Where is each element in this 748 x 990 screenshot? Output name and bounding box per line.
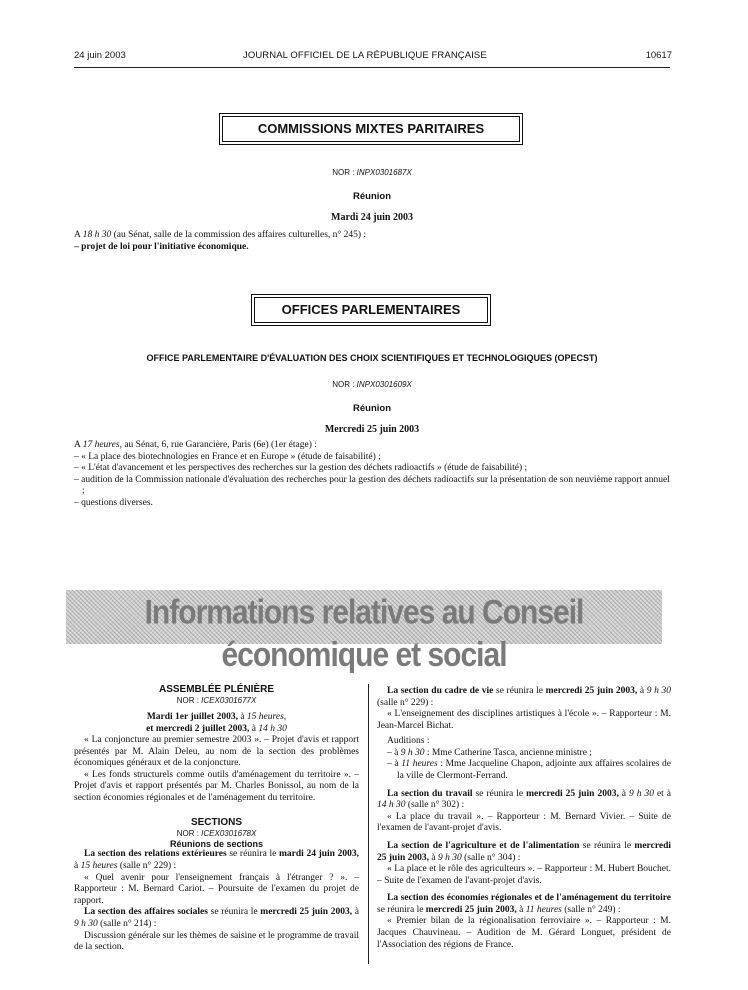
offices-title-box (254, 297, 488, 323)
economies-regionales-paragraph: « Premier bilan de la régionalisation ferroviaire ». – Rapporteur : M. Jacques Chauvineau. – Audition de M. Gérard Longuet, président de l'Association des régions de France. (377, 916, 671, 950)
audition-item: – à 9 h 30 : Mme Catherine Tasca, ancienne ministre ; (387, 747, 592, 758)
header-date: 24 juin 2003 (74, 50, 126, 61)
cmp-body (74, 230, 670, 253)
cadre-vie-heading: La section du cadre de vie se réunira le mercredi 25 juin 2003, à 9 h 30 (salle n° 229) : (377, 686, 672, 708)
cmp-date: Mardi 24 juin 2003 (331, 212, 413, 223)
sections-title: SECTIONS (190, 816, 243, 828)
agriculture-heading: La section de l'agriculture et de l'alimentation se réunira le mercredi 25 juin 2003, à 9 h 30 (salle n° 304) : (377, 840, 671, 863)
page-header (0, 50, 748, 66)
assemblee-date1: Mardi 1er juillet 2003, à 15 heures, (146, 711, 287, 722)
assemblee-date2: et mercredi 2 juillet 2003, à 14 h 30 (146, 723, 287, 734)
sociales-heading: La section des affaires sociales se réunira le mercredi 25 juin 2003, à 9 h 30 (salle n° 214) : (74, 907, 360, 929)
offices-line: A 17 heures, au Sénat, 6, rue Garancière, Paris (6e) (1er étage) : (74, 440, 317, 450)
cmp-title: COMMISSIONS MIXTES PARITAIRES (257, 121, 485, 136)
offices-reunion: Réunion (353, 403, 391, 414)
ces-banner (66, 588, 662, 674)
cmp-reunion: Réunion (353, 191, 391, 202)
cmp-item: – projet de loi pour l'initiative économique. (74, 241, 249, 252)
offices-body (74, 440, 670, 509)
header-rule (74, 67, 670, 68)
offices-item: – « L'état d'avancement et les perspectives des recherches sur la gestion des déchets radioactifs » (étude de faisabilité) ; (74, 463, 528, 474)
economies-regionales-heading: La section des économies régionales et de l'aménagement du territoire se réunira le mercredi 25 juin 2003, à 11 heures (salle n° 249) : (377, 893, 671, 915)
assemblee-paragraph: « Les fonds structurels comme outils d'aménagement du territoire ». – Projet d'avis et rapport présentés par M. Charles Bonissol, au nom de la section économies régionales et de l'aménagement du territoire. (74, 769, 359, 803)
offices-item: – audition de la Commission nationale d'évaluation des recherches pour la gestion des déchets radioactifs sur la présentation de son neuvième rapport annuel ; (74, 474, 670, 497)
right-column (377, 686, 671, 951)
offices-title: OFFICES PARLEMENTAIRES (281, 302, 461, 317)
office-name: OFFICE PARLEMENTAIRE D'ÉVALUATION DES CHOIX SCIENTIFIQUES ET TECHNOLOGIQUES (OPECST) (146, 353, 598, 363)
travail-paragraph: « La place du travail ». – Rapporteur : M. Bernard Vivier. – Suite de l'examen de l'avant-projet d'avis. (377, 811, 671, 834)
offices-item: – « La place des biotechnologies en France et en Europe » (étude de faisabilité) ; (74, 451, 381, 462)
relations-paragraph: « Quel avenir pour l'enseignement français à l'étranger ? ». – Rapporteur : M. Bernard Cariot. – Poursuite de l'examen du projet de rapport. (74, 872, 359, 906)
left-column (74, 684, 359, 954)
header-journal: JOURNAL OFFICIEL DE LA RÉPUBLIQUE FRANÇAISE (243, 50, 487, 61)
offices-date: Mercredi 25 juin 2003 (324, 424, 420, 435)
cmp-nor-code: INPX0301687X (356, 168, 412, 177)
header-page-number: 10617 (645, 50, 672, 61)
offices-item: – questions diverses. (74, 497, 153, 508)
sections-subtitle: Réunions de sections (169, 838, 264, 849)
audition-item: – à 11 heures : Mme Jacqueline Chapon, adjointe aux affaires scolaires de la ville de Clermont-Ferrand. (387, 759, 672, 782)
assemblee-title: ASSEMBLÉE PLÉNIÈRE (158, 684, 275, 695)
assemblee-paragraph: « La conjoncture au premier semestre 2003 ». – Projet d'avis et rapport présentés par M. Alain Deleu, au nom de la section des problèmes économiques généraux et de la conjoncture. (74, 735, 359, 769)
cmp-title-box (222, 116, 520, 142)
sections-nor: NOR : ICEX0301678X (176, 828, 257, 838)
relations-heading: La section des relations extérieures se réunira le mardi 24 juin 2003, à 15 heures (salle n° 229) : (74, 849, 359, 872)
cmp-nor: NOR : INPX0301687X (332, 168, 412, 177)
travail-heading: La section du travail se réunira le mercredi 25 juin 2003, à 9 h 30 et à 14 h 30 (salle n° 302) : (377, 788, 672, 811)
offices-nor: NOR : INPX0301609X (332, 380, 412, 389)
cmp-line: A 18 h 30 (au Sénat, salle de la commission des affaires culturelles, n° 245) : (74, 230, 366, 240)
sociales-paragraph: Discussion générale sur les thèmes de saisine et le programme de travail de la section. (74, 930, 359, 953)
agriculture-paragraph: « La place et le rôle des agriculteurs ». – Rapporteur : M. Hubert Bouchet. – Suite de l'examen de l'avant-projet d'avis. (377, 864, 671, 886)
offices-nor-code: INPX0301609X (356, 380, 412, 389)
auditions-label: Auditions : (387, 736, 430, 747)
column-divider (368, 684, 369, 964)
assemblee-nor: NOR : ICEX0301677X (176, 696, 257, 706)
cadre-vie-paragraph: « L'enseignement des disciplines artistiques à l'école ». – Rapporteur : M. Jean-Marcel Bichat. (377, 709, 671, 731)
ces-banner-text: Informations relatives au Conseil économique et social (144, 593, 584, 674)
